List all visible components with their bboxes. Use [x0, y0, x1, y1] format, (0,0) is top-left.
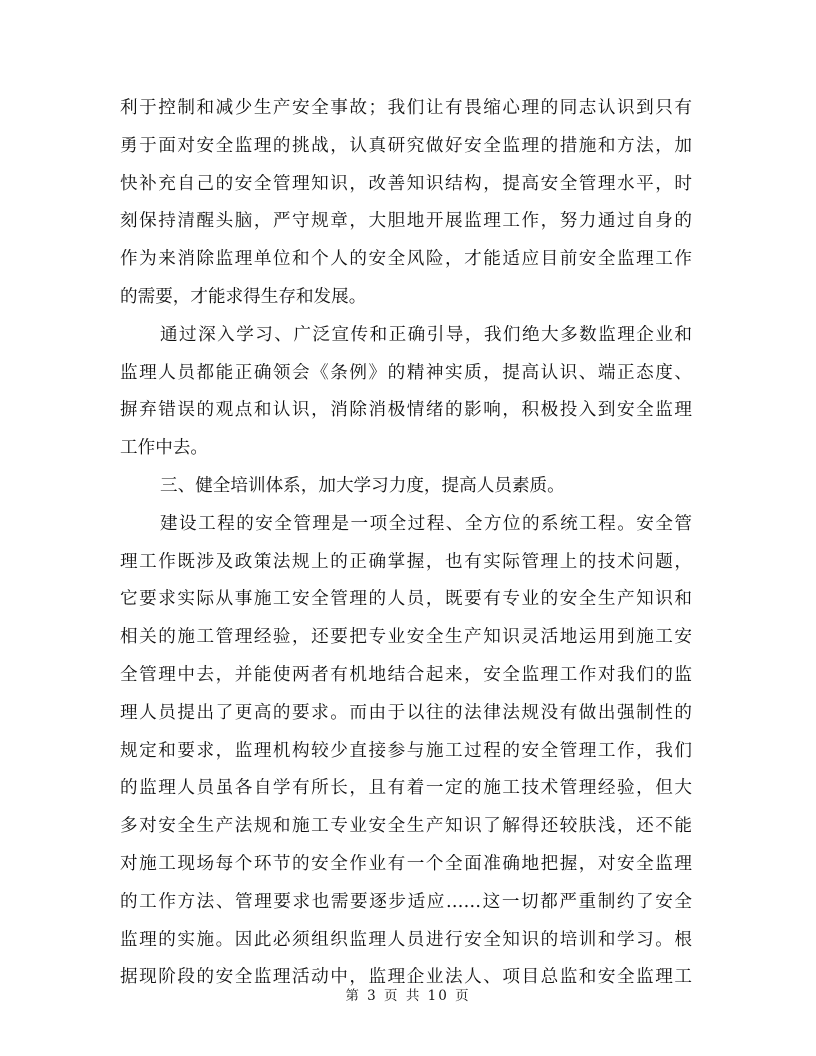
text-line: 作为来消除监理单位和个人的安全风险，才能适应目前安全监理工作: [120, 249, 692, 270]
text-line: 监理人员都能正确领会《条例》的精神实质，提高认识、端正态度、: [120, 362, 692, 383]
text-line: 的工作方法、管理要求也需要逐步适应……这一切都严重制约了安全: [120, 891, 692, 912]
text-line: 理人员提出了更高的要求。而由于以往的法律法规没有做出强制性的: [120, 702, 692, 723]
text-line: 工作中去。: [120, 438, 208, 459]
text-line: 据现阶段的安全监理活动中，监理企业法人、项目总监和安全监理工: [120, 967, 692, 988]
text-line: 摒弃错误的观点和认识，消除消极情绪的影响，积极投入到安全监理: [120, 400, 692, 421]
text-line: 的监理人员虽各自学有所长，且有着一定的施工技术管理经验，但大: [120, 778, 692, 799]
text-line: 它要求实际从事施工安全管理的人员，既要有专业的安全生产知识和: [120, 589, 692, 610]
text-line: 对施工现场每个环节的安全作业有一个全面准确地把握，对安全监理: [120, 853, 692, 874]
document-body: [120, 90, 692, 997]
page-footer: 第 3 页 共 10 页: [345, 988, 471, 1004]
text-line: 相关的施工管理经验，还要把专业安全生产知识灵活地运用到施工安: [120, 627, 692, 648]
text-line: 理工作既涉及政策法规上的正确掌握，也有实际管理上的技术问题，: [120, 551, 692, 572]
paragraph-first-line: 建设工程的安全管理是一项全过程、全方位的系统工程。安全管: [160, 513, 692, 534]
text-line: 的需要，才能求得生存和发展。: [120, 286, 367, 307]
text-line: 规定和要求，监理机构较少直接参与施工过程的安全管理工作，我们: [120, 740, 692, 761]
text-line: 勇于面对安全监理的挑战，认真研究做好安全监理的措施和方法，加: [120, 135, 692, 156]
text-line: 刻保持清醒头脑，严守规章，大胆地开展监理工作，努力通过自身的: [120, 211, 692, 232]
paragraph-first-line: 通过深入学习、广泛宣传和正确引导，我们绝大多数监理企业和: [160, 324, 692, 345]
text-line: 利于控制和减少生产安全事故；我们让有畏缩心理的同志认识到只有: [120, 98, 692, 118]
paragraph-first-line: 三、健全培训体系，加大学习力度，提高人员素质。: [160, 475, 565, 496]
text-line: 多对安全生产法规和施工专业安全生产知识了解得还较肤浅，还不能: [120, 816, 692, 837]
text-line: 全管理中去，并能使两者有机地结合起来，安全监理工作对我们的监: [120, 664, 692, 685]
text-line: 快补充自己的安全管理知识，改善知识结构，提高安全管理水平，时: [120, 173, 692, 194]
text-line: 监理的实施。因此必须组织监理人员进行安全知识的培训和学习。根: [120, 929, 692, 950]
